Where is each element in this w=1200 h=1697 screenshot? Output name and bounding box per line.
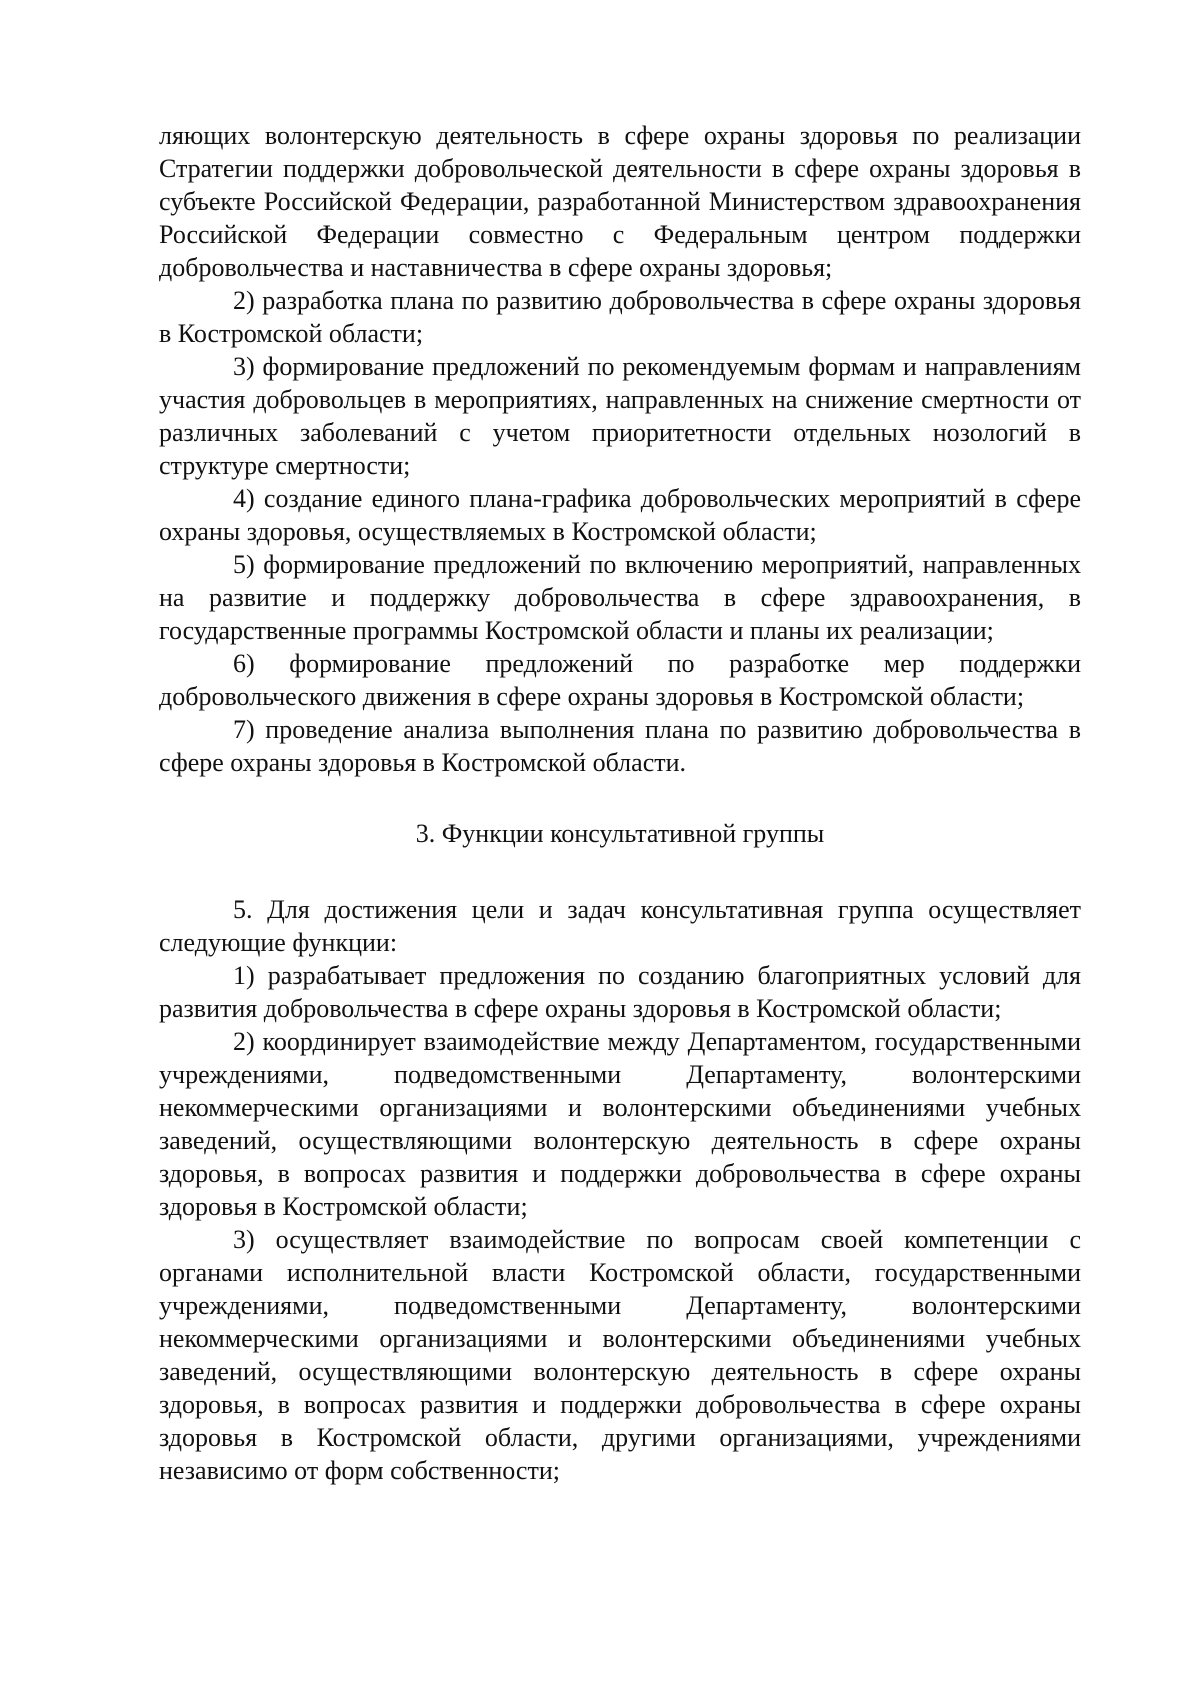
paragraph-item7: 7) проведение анализа выполнения плана по развитию добровольчества в сфере охраны здоровья в Костромской области. [159, 715, 1081, 777]
paragraph-item3: 3) формирование предложений по рекомендуемым формам и направлениям участия добровольцев в мероприятиях, направленных на снижение смертности от различных заболеваний с учетом приоритетности отдельных нозологий в структуре смертности; [159, 352, 1081, 480]
paragraph-functions-intro: 5. Для достижения цели и задач консультативная группа осуществляет следующие функции: [159, 895, 1081, 957]
paragraph-item2: 2) разработка плана по развитию добровольчества в сфере охраны здоровья в Костромской области; [159, 286, 1081, 348]
paragraph-function-3: 3) осуществляет взаимодействие по вопросам своей компетенции с органами исполнительной власти Костромской области, государственными учреждениями, подведомственными Департаменту, волонтерскими некоммерческими организациями и волонтерскими объединениями учебных заведений, осуществляющими волонтерскую деятельность в сфере охраны здоровья, в вопросах развития и поддержки добровольчества в сфере охраны здоровья в Костромской области, другими организациями, учреждениями независимо от форм собственности; [159, 1225, 1081, 1485]
paragraph-function-2: 2) координирует взаимодействие между Департаментом, государственными учреждениями, подведомственными Департаменту, волонтерскими некоммерческими организациями и волонтерскими объединениями учебных заведений, осуществляющими волонтерскую деятельность в сфере охраны здоровья, в вопросах развития и поддержки добровольчества в сфере охраны здоровья в Костромской области; [159, 1027, 1081, 1221]
paragraph-item4: 4) создание единого плана-графика добровольческих мероприятий в сфере охраны здоровья, осуществляемых в Костромской области; [159, 484, 1081, 546]
paragraph-item1-continuation: ляющих волонтерскую деятельность в сфере охраны здоровья по реализации Стратегии поддержки добровольческой деятельности в сфере охраны здоровья в субъекте Российской Федерации, разработанной Министерством здравоохранения Российской Федерации совместно с Федеральным центром поддержки добровольчества и наставничества в сфере охраны здоровья; [159, 121, 1081, 282]
paragraph-item6: 6) формирование предложений по разработке мер поддержки добровольческого движения в сфере охраны здоровья в Костромской области; [159, 649, 1081, 711]
paragraph-item5: 5) формирование предложений по включению мероприятий, направленных на развитие и поддержку добровольчества в сфере здравоохранения, в государственные программы Костромской области и планы их реализации; [159, 550, 1081, 645]
paragraph-function-1: 1) разрабатывает предложения по созданию благоприятных условий для развития добровольчества в сфере охраны здоровья в Костромской области; [159, 961, 1081, 1023]
document-page [159, 119, 1081, 1487]
section-heading: 3. Функции консультативной группы [415, 819, 825, 848]
